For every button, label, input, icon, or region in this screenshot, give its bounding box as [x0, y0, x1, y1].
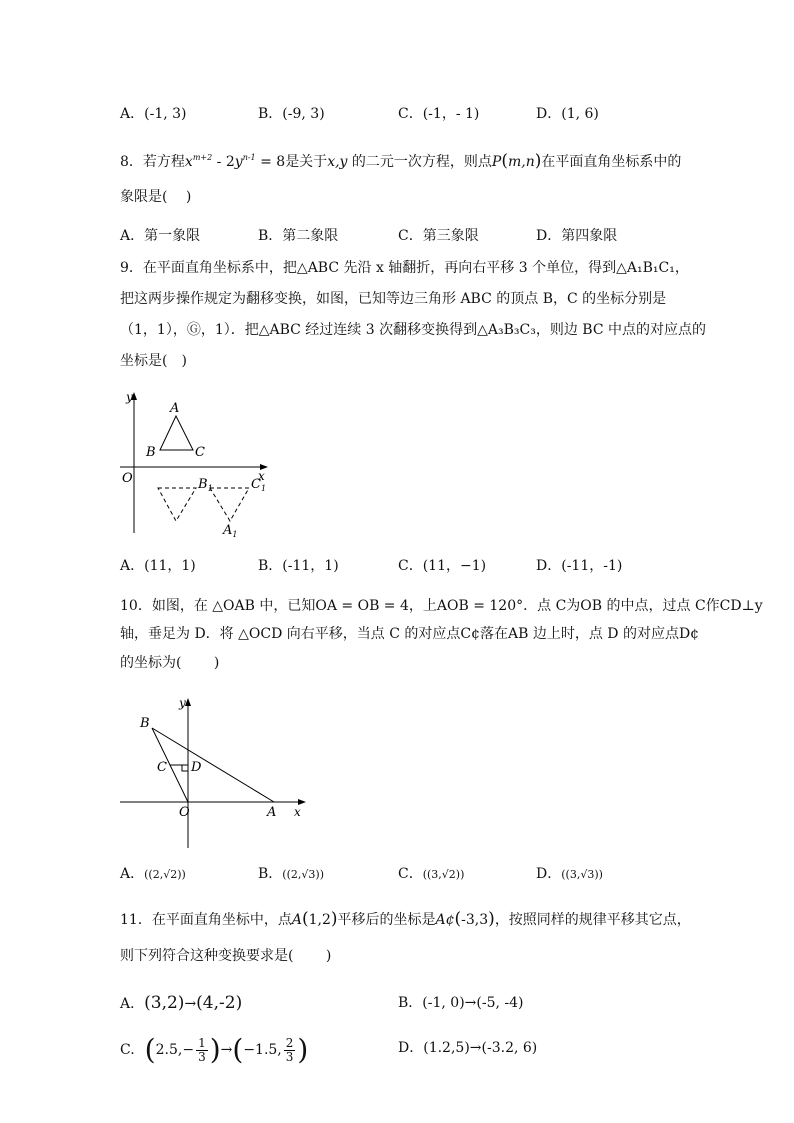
option-label: A．	[120, 228, 145, 244]
q10-option-b[interactable]: B．((2,√3))	[258, 866, 324, 882]
question-number: 8．	[120, 154, 143, 170]
label-o: O	[122, 471, 133, 486]
question-number: 9．	[120, 260, 143, 276]
q10-figure	[118, 690, 318, 850]
q11-option-a[interactable]	[120, 993, 242, 1014]
label-o: O	[179, 805, 190, 820]
q11-option-b[interactable]	[398, 993, 524, 1013]
arrow-icon: →	[464, 995, 477, 1011]
option-value: (-11，-1)	[561, 558, 623, 574]
q10-stem-line3: 的坐标为( )	[120, 655, 220, 671]
option-label: B．	[258, 106, 283, 122]
option-label: C.	[120, 1042, 135, 1058]
q11-option-d[interactable]	[398, 1038, 537, 1058]
q7-option-b[interactable]	[258, 104, 325, 124]
q9-option-a[interactable]	[120, 556, 196, 576]
option-label: D．	[536, 228, 562, 244]
option-value: (3,√3)	[565, 868, 599, 881]
label-c1: $C_1$	[251, 477, 267, 493]
stem-text: 在平面直角坐标系中的	[541, 154, 682, 170]
option-label: D．	[536, 106, 562, 122]
option-value: (-1, 3)	[144, 106, 187, 122]
option-value: 第三象限	[422, 228, 479, 244]
question-number: 10．	[120, 598, 152, 614]
label-b1: $B_1$	[198, 477, 213, 493]
option-label: D．	[536, 558, 562, 574]
q9-stem-line3: （1，1），Ⓖ，1）．把△ABC 经过连续 3 次翻移变换得到△A₃B₃C₃，则边 BC 中点的对应点的	[120, 322, 706, 338]
triangle-abc	[160, 416, 193, 450]
label-y: y	[179, 696, 186, 710]
q8-option-d[interactable]	[536, 226, 617, 246]
stem-text: ，按照同样的规律平移其它点，	[494, 912, 691, 928]
option-label: B．	[258, 558, 283, 574]
label-b: B	[140, 716, 150, 731]
option-label: D．	[398, 1040, 424, 1056]
var-y: y	[234, 154, 243, 170]
option-value: (-1，- 1)	[422, 106, 480, 122]
label-a: A	[170, 401, 180, 416]
option-label: A．	[120, 866, 145, 882]
option-value: (2,√3)	[286, 868, 320, 881]
q10-option-d[interactable]: D．((3,√3))	[536, 866, 603, 882]
dashed-triangle-a1b1c1	[210, 488, 249, 521]
stem-text: = 8	[255, 154, 286, 170]
fraction-two-thirds: 2 3	[285, 1035, 294, 1064]
question-number: 11．	[120, 912, 152, 928]
point-args: m,n	[507, 154, 535, 170]
point-a: A	[291, 912, 302, 928]
q9-figure	[118, 388, 278, 540]
q9-stem-line1	[120, 258, 689, 278]
q8-stem-line1: 8．若方程$x^{m+2} - 2y^{n-1} = 8$是关于x,y 的二元一次方程，则点P(m,n)在平面直角坐标系中的	[120, 151, 682, 171]
label-b: B	[146, 445, 156, 460]
q8-option-c[interactable]	[398, 226, 479, 246]
q11-stem-line2: 则下列符合这种变换要求是( )	[120, 948, 332, 964]
q11-stem-line1: 11．在平面直角坐标中，点A(1,2)平移后的坐标是A¢(-3,3)，按照同样的规律平移其它点，	[120, 909, 691, 929]
option-value: (1, 6)	[561, 106, 599, 122]
right-angle-icon	[182, 765, 188, 771]
option-to: −1.5,	[243, 1042, 282, 1058]
y-axis-arrow-icon	[185, 698, 191, 706]
label-x: x	[258, 469, 265, 483]
q8-stem-line2: 象限是( )	[120, 189, 192, 205]
option-value: 第四象限	[561, 228, 618, 244]
arrow-icon: →	[220, 1042, 233, 1058]
option-label: C．	[398, 106, 423, 122]
option-to: (4,-2)	[196, 993, 243, 1013]
q7-option-c[interactable]	[398, 104, 479, 124]
q7-option-a[interactable]	[120, 104, 187, 124]
stem-text: 在平面直角坐标中，点	[151, 912, 292, 928]
stem-text: 的二元一次方程，则点	[347, 154, 492, 170]
label-d: D	[191, 760, 202, 775]
point-args: 1,2	[308, 912, 331, 928]
option-value: (2,√2)	[148, 868, 182, 881]
q10-option-a[interactable]: A．((2,√2))	[120, 866, 186, 882]
option-from: (1.2,5)	[423, 1040, 470, 1056]
option-value: (11，1)	[144, 558, 196, 574]
option-label: B．	[258, 866, 283, 882]
dashed-triangle	[158, 488, 196, 521]
option-to: (-5, -4)	[476, 995, 524, 1011]
q10-stem-line2: 轴，垂足为 D．将 △OCD 向右平移，当点 C 的对应点C¢落在AB 边上时，点 D 的对应点D¢	[120, 626, 700, 642]
option-label: B．	[398, 995, 423, 1011]
exponent: n-1	[242, 153, 256, 162]
q8-option-b[interactable]	[258, 226, 338, 246]
option-value: (11，−1)	[422, 558, 487, 574]
label-c: C	[157, 760, 167, 775]
option-value: (-9, 3)	[282, 106, 325, 122]
var-x: x	[184, 154, 193, 170]
q9-stem-line4: 坐标是( )	[120, 353, 187, 369]
label-y: y	[126, 390, 133, 404]
stem-text: 平移后的坐标是	[337, 912, 436, 928]
stem-text: 在平面直角坐标系中，把△ABC 先沿 x 轴翻折，再向右平移 3 个单位，得到△A₁B₁C₁，	[142, 260, 689, 276]
option-value: 第二象限	[282, 228, 339, 244]
option-label: C．	[398, 228, 423, 244]
q7-option-d[interactable]	[536, 104, 599, 124]
option-value: (3,√2)	[427, 868, 461, 881]
stem-text: - 2	[212, 154, 235, 170]
option-label: B．	[258, 228, 283, 244]
point-a-prime: A¢	[435, 912, 455, 928]
label-a1: $A_1$	[223, 523, 238, 539]
stem-text: 若方程	[142, 154, 185, 170]
q9-option-d[interactable]	[536, 556, 622, 576]
arrow-icon: →	[184, 996, 197, 1012]
option-from: 2.5,−	[155, 1042, 195, 1058]
option-label: D．	[536, 866, 562, 882]
option-from: (-1, 0)	[422, 995, 465, 1011]
point-args: -3,3	[461, 912, 489, 928]
q11-option-c[interactable]: C. ( 2.5,− $\frac{1}{3}$ ) → ( −1.5, 2 3 )	[120, 1033, 309, 1066]
fraction-one-third: $\frac{1}{3}$	[198, 1035, 206, 1064]
q9-option-b[interactable]	[258, 556, 339, 576]
option-label: C．	[398, 866, 423, 882]
label-x: x	[294, 805, 301, 819]
variables: x,y	[327, 154, 348, 170]
point-p: P	[491, 154, 502, 170]
option-label: A．	[120, 996, 145, 1012]
stem-text: 是关于	[285, 154, 328, 170]
q9-stem-line2: 把这两步操作规定为翻移变换，如图，已知等边三角形 ABC 的顶点 B，C 的坐标分别是	[120, 291, 667, 307]
option-value: (-11，1)	[282, 558, 339, 574]
exponent: m+2	[192, 153, 213, 162]
option-label: A．	[120, 558, 145, 574]
option-to: (-3.2, 6)	[481, 1040, 538, 1056]
arrow-icon: →	[469, 1040, 482, 1056]
option-label: C．	[398, 558, 423, 574]
q8-option-a[interactable]	[120, 226, 200, 246]
label-a: A	[267, 805, 277, 820]
option-value: 第一象限	[144, 228, 201, 244]
option-from: (3,2)	[144, 993, 185, 1013]
q10-option-c[interactable]: C．((3,√2))	[398, 866, 465, 882]
label-c: C	[195, 445, 205, 460]
stem-text: 如图，在 △OAB 中，已知OA = OB = 4，上AOB = 120°．点 C为OB 的中点，过点 C作CD⊥y	[151, 598, 763, 614]
q9-option-c[interactable]	[398, 556, 486, 576]
q10-stem-line1	[120, 596, 763, 616]
option-label: A．	[120, 106, 145, 122]
